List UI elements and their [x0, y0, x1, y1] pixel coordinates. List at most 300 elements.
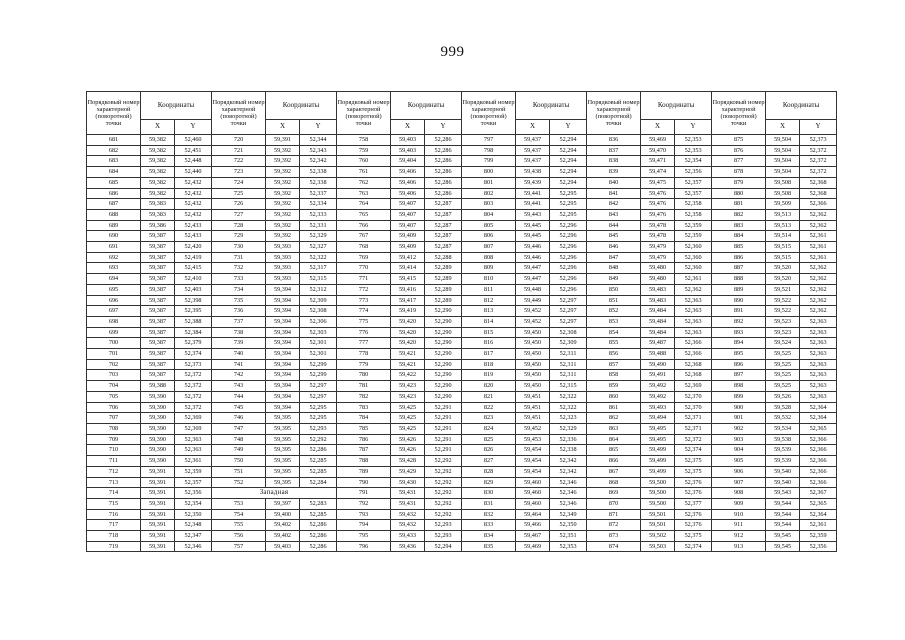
point-number-cell: 865 — [587, 445, 641, 456]
x-cell: 59,394 — [266, 295, 300, 306]
point-number-cell: 899 — [712, 391, 766, 402]
table-row — [87, 295, 837, 306]
x-cell: 59,523 — [766, 316, 800, 327]
y-cell: 52,296 — [550, 274, 587, 285]
y-cell: 52,286 — [300, 541, 337, 552]
x-cell: 59,478 — [641, 231, 675, 242]
point-number-cell: 692 — [87, 252, 141, 263]
point-number-cell: 912 — [712, 531, 766, 542]
y-cell: 52,372 — [675, 434, 712, 445]
y-cell: 52,357 — [175, 477, 212, 488]
x-cell: 59,392 — [266, 145, 300, 156]
x-cell: 59,454 — [516, 456, 550, 467]
point-number-cell: 850 — [587, 284, 641, 295]
point-number-cell: 798 — [462, 145, 516, 156]
y-cell: 52,432 — [175, 177, 212, 188]
x-cell: 59,460 — [516, 498, 550, 509]
point-number-cell: 856 — [587, 349, 641, 360]
y-cell: 52,294 — [550, 145, 587, 156]
y-cell: 52,346 — [550, 477, 587, 488]
x-cell: 59,406 — [391, 167, 425, 178]
x-cell: 59,390 — [141, 456, 175, 467]
x-cell: 59,453 — [516, 434, 550, 445]
x-cell: 59,503 — [641, 541, 675, 552]
y-cell: 52,309 — [300, 295, 337, 306]
y-cell: 52,376 — [675, 488, 712, 499]
header-point-number: Порядковый номер характерной (поворотной) точки — [87, 92, 141, 135]
point-number-cell: 708 — [87, 423, 141, 434]
x-cell: 59,509 — [766, 199, 800, 210]
x-cell: 59,420 — [391, 338, 425, 349]
x-cell: 59,430 — [391, 477, 425, 488]
y-cell: 52,290 — [425, 338, 462, 349]
x-cell: 59,443 — [516, 209, 550, 220]
x-cell: 59,478 — [641, 220, 675, 231]
point-number-cell: 687 — [87, 199, 141, 210]
x-cell: 59,382 — [141, 177, 175, 188]
x-cell: 59,454 — [516, 466, 550, 477]
x-cell: 59,502 — [641, 531, 675, 542]
y-cell: 52,415 — [175, 263, 212, 274]
point-number-cell: 882 — [712, 209, 766, 220]
x-cell: 59,392 — [266, 220, 300, 231]
y-cell: 52,432 — [175, 188, 212, 199]
point-number-cell: 840 — [587, 177, 641, 188]
x-cell: 59,391 — [141, 477, 175, 488]
header-y: Y — [300, 120, 337, 135]
x-cell: 59,421 — [391, 349, 425, 360]
point-number-cell: 732 — [212, 263, 266, 274]
y-cell: 52,351 — [550, 531, 587, 542]
point-number-cell: 833 — [462, 520, 516, 531]
point-number-cell: 705 — [87, 391, 141, 402]
point-number-cell: 875 — [712, 135, 766, 146]
point-number-cell: 868 — [587, 477, 641, 488]
x-cell: 59,469 — [516, 541, 550, 552]
point-number-cell: 905 — [712, 456, 766, 467]
point-number-cell: 876 — [712, 145, 766, 156]
x-cell: 59,500 — [641, 477, 675, 488]
point-number-cell: 855 — [587, 338, 641, 349]
x-cell: 59,475 — [641, 177, 675, 188]
point-number-cell: 797 — [462, 135, 516, 146]
y-cell: 52,388 — [175, 316, 212, 327]
x-cell: 59,387 — [141, 252, 175, 263]
point-number-cell: 911 — [712, 520, 766, 531]
x-cell: 59,451 — [516, 413, 550, 424]
point-number-cell: 810 — [462, 274, 516, 285]
y-cell: 52,363 — [675, 327, 712, 338]
point-number-cell: 700 — [87, 338, 141, 349]
point-number-cell: 815 — [462, 327, 516, 338]
x-cell: 59,450 — [516, 327, 550, 338]
y-cell: 52,285 — [300, 509, 337, 520]
point-number-cell: 729 — [212, 231, 266, 242]
y-cell: 52,338 — [550, 445, 587, 456]
table-row — [87, 370, 837, 381]
y-cell: 52,419 — [175, 252, 212, 263]
y-cell: 52,362 — [675, 284, 712, 295]
x-cell: 59,545 — [766, 531, 800, 542]
x-cell: 59,450 — [516, 359, 550, 370]
x-cell: 59,394 — [266, 349, 300, 360]
x-cell: 59,393 — [266, 242, 300, 253]
x-cell: 59,460 — [516, 477, 550, 488]
point-number-cell: 785 — [337, 423, 391, 434]
y-cell: 52,286 — [425, 177, 462, 188]
x-cell: 59,488 — [641, 349, 675, 360]
y-cell: 52,357 — [675, 188, 712, 199]
point-number-cell: 754 — [212, 509, 266, 520]
x-cell: 59,397 — [266, 498, 300, 509]
y-cell: 52,295 — [300, 402, 337, 413]
point-number-cell: 847 — [587, 252, 641, 263]
table-row — [87, 466, 837, 477]
point-number-cell: 792 — [337, 498, 391, 509]
y-cell: 52,315 — [550, 381, 587, 392]
point-number-cell: 743 — [212, 381, 266, 392]
x-cell: 59,504 — [766, 167, 800, 178]
x-cell: 59,441 — [516, 199, 550, 210]
point-number-cell: 816 — [462, 338, 516, 349]
y-cell: 52,285 — [300, 456, 337, 467]
point-number-cell: 896 — [712, 359, 766, 370]
y-cell: 52,290 — [425, 306, 462, 317]
y-cell: 52,294 — [550, 135, 587, 146]
x-cell: 59,508 — [766, 177, 800, 188]
x-cell: 59,534 — [766, 423, 800, 434]
y-cell: 52,327 — [300, 242, 337, 253]
x-cell: 59,483 — [641, 284, 675, 295]
y-cell: 52,292 — [425, 477, 462, 488]
x-cell: 59,392 — [266, 231, 300, 242]
point-number-cell: 746 — [212, 413, 266, 424]
point-number-cell: 698 — [87, 316, 141, 327]
point-number-cell: 806 — [462, 231, 516, 242]
y-cell: 52,374 — [675, 445, 712, 456]
header-point-number: Порядковый номер характерной (поворотной) точки — [337, 92, 391, 135]
y-cell: 52,311 — [550, 349, 587, 360]
x-cell: 59,407 — [391, 220, 425, 231]
y-cell: 52,362 — [800, 274, 837, 285]
x-cell: 59,387 — [141, 327, 175, 338]
x-cell: 59,525 — [766, 381, 800, 392]
header-y: Y — [675, 120, 712, 135]
point-number-cell: 742 — [212, 370, 266, 381]
point-number-cell: 795 — [337, 531, 391, 542]
y-cell: 52,299 — [300, 359, 337, 370]
y-cell: 52,291 — [425, 434, 462, 445]
y-cell: 52,296 — [550, 284, 587, 295]
y-cell: 52,359 — [175, 466, 212, 477]
table-row — [87, 231, 837, 242]
x-cell: 59,394 — [266, 370, 300, 381]
x-cell: 59,394 — [266, 327, 300, 338]
y-cell: 52,293 — [425, 520, 462, 531]
y-cell: 52,395 — [175, 306, 212, 317]
y-cell: 52,356 — [675, 167, 712, 178]
y-cell: 52,364 — [800, 413, 837, 424]
y-cell: 52,432 — [175, 199, 212, 210]
y-cell: 52,292 — [425, 456, 462, 467]
x-cell: 59,539 — [766, 445, 800, 456]
header-y: Y — [800, 120, 837, 135]
x-cell: 59,479 — [641, 242, 675, 253]
x-cell: 59,450 — [516, 338, 550, 349]
point-number-cell: 737 — [212, 316, 266, 327]
x-cell: 59,387 — [141, 359, 175, 370]
x-cell: 59,425 — [391, 413, 425, 424]
y-cell: 52,368 — [675, 370, 712, 381]
y-cell: 52,368 — [800, 188, 837, 199]
point-number-cell: 710 — [87, 445, 141, 456]
x-cell: 59,522 — [766, 306, 800, 317]
point-number-cell: 889 — [712, 284, 766, 295]
point-number-cell: 867 — [587, 466, 641, 477]
point-number-cell: 747 — [212, 423, 266, 434]
table-row — [87, 316, 837, 327]
point-number-cell: 844 — [587, 220, 641, 231]
point-number-cell: 694 — [87, 274, 141, 285]
x-cell: 59,447 — [516, 263, 550, 274]
x-cell: 59,426 — [391, 434, 425, 445]
y-cell: 52,433 — [175, 220, 212, 231]
x-cell: 59,387 — [141, 295, 175, 306]
point-number-cell: 881 — [712, 199, 766, 210]
x-cell: 59,438 — [516, 167, 550, 178]
table-row — [87, 520, 837, 531]
y-cell: 52,337 — [300, 188, 337, 199]
point-number-cell: 684 — [87, 167, 141, 178]
x-cell: 59,388 — [141, 381, 175, 392]
point-number-cell: 727 — [212, 209, 266, 220]
x-cell: 59,409 — [391, 231, 425, 242]
x-cell: 59,450 — [516, 381, 550, 392]
point-number-cell: 730 — [212, 242, 266, 253]
x-cell: 59,393 — [266, 274, 300, 285]
point-number-cell: 695 — [87, 284, 141, 295]
y-cell: 52,360 — [675, 242, 712, 253]
point-number-cell: 753 — [212, 498, 266, 509]
point-number-cell: 757 — [212, 541, 266, 552]
point-number-cell: 891 — [712, 306, 766, 317]
point-number-cell: 699 — [87, 327, 141, 338]
point-number-cell: 862 — [587, 413, 641, 424]
point-number-cell: 745 — [212, 402, 266, 413]
x-cell: 59,387 — [141, 274, 175, 285]
y-cell: 52,286 — [300, 445, 337, 456]
x-cell: 59,520 — [766, 263, 800, 274]
x-cell: 59,492 — [641, 381, 675, 392]
x-cell: 59,403 — [391, 145, 425, 156]
point-number-cell: 781 — [337, 381, 391, 392]
x-cell: 59,382 — [141, 167, 175, 178]
y-cell: 52,308 — [300, 306, 337, 317]
x-cell: 59,504 — [766, 145, 800, 156]
y-cell: 52,293 — [300, 423, 337, 434]
y-cell: 52,322 — [550, 391, 587, 402]
y-cell: 52,363 — [800, 391, 837, 402]
y-cell: 52,361 — [800, 252, 837, 263]
x-cell: 59,394 — [266, 402, 300, 413]
y-cell: 52,353 — [550, 541, 587, 552]
y-cell: 52,297 — [550, 295, 587, 306]
y-cell: 52,363 — [800, 370, 837, 381]
x-cell: 59,500 — [641, 488, 675, 499]
y-cell: 52,290 — [425, 370, 462, 381]
point-number-cell: 713 — [87, 477, 141, 488]
point-number-cell: 904 — [712, 445, 766, 456]
x-cell: 59,414 — [391, 263, 425, 274]
x-cell: 59,402 — [266, 520, 300, 531]
x-cell: 59,460 — [516, 488, 550, 499]
point-number-cell: 860 — [587, 391, 641, 402]
x-cell: 59,483 — [641, 295, 675, 306]
header-coordinates: Координаты — [641, 92, 712, 120]
point-number-cell: 835 — [462, 541, 516, 552]
y-cell: 52,366 — [800, 434, 837, 445]
point-number-cell: 773 — [337, 295, 391, 306]
table-row — [87, 284, 837, 295]
y-cell: 52,287 — [425, 220, 462, 231]
x-cell: 59,387 — [141, 349, 175, 360]
point-number-cell: 770 — [337, 263, 391, 274]
point-number-cell: 843 — [587, 209, 641, 220]
y-cell: 52,301 — [300, 338, 337, 349]
point-number-cell: 818 — [462, 359, 516, 370]
point-number-cell: 839 — [587, 167, 641, 178]
x-cell: 59,466 — [516, 520, 550, 531]
y-cell: 52,366 — [800, 445, 837, 456]
point-number-cell: 721 — [212, 145, 266, 156]
y-cell: 52,362 — [800, 295, 837, 306]
y-cell: 52,295 — [300, 413, 337, 424]
header-y: Y — [425, 120, 462, 135]
y-cell: 52,342 — [300, 156, 337, 167]
y-cell: 52,460 — [175, 135, 212, 146]
y-cell: 52,297 — [300, 391, 337, 402]
x-cell: 59,451 — [516, 391, 550, 402]
y-cell: 52,346 — [550, 488, 587, 499]
x-cell: 59,501 — [641, 520, 675, 531]
header-point-number: Порядковый номер характерной (поворотной) точки — [712, 92, 766, 135]
x-cell: 59,432 — [391, 520, 425, 531]
table-row — [87, 252, 837, 263]
table-row — [87, 413, 837, 424]
point-number-cell: 707 — [87, 413, 141, 424]
x-cell: 59,540 — [766, 477, 800, 488]
point-number-cell: 709 — [87, 434, 141, 445]
table-row — [87, 220, 837, 231]
x-cell: 59,391 — [141, 466, 175, 477]
y-cell: 52,362 — [800, 220, 837, 231]
x-cell: 59,520 — [766, 274, 800, 285]
x-cell: 59,524 — [766, 338, 800, 349]
point-number-cell: 859 — [587, 381, 641, 392]
x-cell: 59,525 — [766, 349, 800, 360]
x-cell: 59,544 — [766, 498, 800, 509]
point-number-cell: 736 — [212, 306, 266, 317]
point-number-cell: 724 — [212, 177, 266, 188]
y-cell: 52,297 — [300, 381, 337, 392]
y-cell: 52,363 — [800, 316, 837, 327]
y-cell: 52,343 — [300, 145, 337, 156]
y-cell: 52,306 — [300, 316, 337, 327]
header-coordinates: Координаты — [766, 92, 837, 120]
point-number-cell: 870 — [587, 498, 641, 509]
y-cell: 52,290 — [425, 359, 462, 370]
x-cell: 59,390 — [141, 391, 175, 402]
point-number-cell: 832 — [462, 509, 516, 520]
point-number-cell: 768 — [337, 242, 391, 253]
point-number-cell: 715 — [87, 498, 141, 509]
x-cell: 59,470 — [641, 145, 675, 156]
x-cell: 59,392 — [266, 199, 300, 210]
table-row — [87, 498, 837, 509]
point-number-cell: 787 — [337, 445, 391, 456]
x-cell: 59,395 — [266, 477, 300, 488]
y-cell: 52,373 — [175, 359, 212, 370]
table-header — [87, 92, 837, 135]
y-cell: 52,347 — [175, 531, 212, 542]
coordinates-table — [86, 91, 837, 552]
x-cell: 59,391 — [141, 541, 175, 552]
x-cell: 59,500 — [641, 498, 675, 509]
y-cell: 52,333 — [300, 209, 337, 220]
y-cell: 52,369 — [175, 423, 212, 434]
y-cell: 52,365 — [800, 423, 837, 434]
y-cell: 52,354 — [175, 498, 212, 509]
point-number-cell: 853 — [587, 316, 641, 327]
y-cell: 52,372 — [175, 370, 212, 381]
header-point-number: Порядковый номер характерной (поворотной) точки — [587, 92, 641, 135]
point-number-cell: 814 — [462, 316, 516, 327]
table-row — [87, 156, 837, 167]
y-cell: 52,292 — [425, 466, 462, 477]
point-number-cell: 909 — [712, 498, 766, 509]
y-cell: 52,286 — [425, 156, 462, 167]
table-row — [87, 135, 837, 146]
x-cell: 59,390 — [141, 423, 175, 434]
point-number-cell: 720 — [212, 135, 266, 146]
point-number-cell: 893 — [712, 327, 766, 338]
x-cell: 59,493 — [641, 402, 675, 413]
point-number-cell: 903 — [712, 434, 766, 445]
x-cell: 59,383 — [141, 199, 175, 210]
point-number-cell: 874 — [587, 541, 641, 552]
x-cell: 59,538 — [766, 434, 800, 445]
point-number-cell: 755 — [212, 520, 266, 531]
x-cell: 59,436 — [391, 541, 425, 552]
y-cell: 52,432 — [175, 209, 212, 220]
y-cell: 52,290 — [425, 327, 462, 338]
point-number-cell: 771 — [337, 274, 391, 285]
x-cell: 59,501 — [641, 509, 675, 520]
point-number-cell: 691 — [87, 242, 141, 253]
y-cell: 52,360 — [675, 252, 712, 263]
point-number-cell: 809 — [462, 263, 516, 274]
x-cell: 59,392 — [266, 167, 300, 178]
point-number-cell: 722 — [212, 156, 266, 167]
table-row — [87, 263, 837, 274]
point-number-cell: 902 — [712, 423, 766, 434]
y-cell: 52,374 — [175, 349, 212, 360]
y-cell: 52,303 — [300, 327, 337, 338]
x-cell: 59,412 — [391, 252, 425, 263]
point-number-cell: 777 — [337, 338, 391, 349]
point-number-cell: 824 — [462, 423, 516, 434]
x-cell: 59,514 — [766, 231, 800, 242]
